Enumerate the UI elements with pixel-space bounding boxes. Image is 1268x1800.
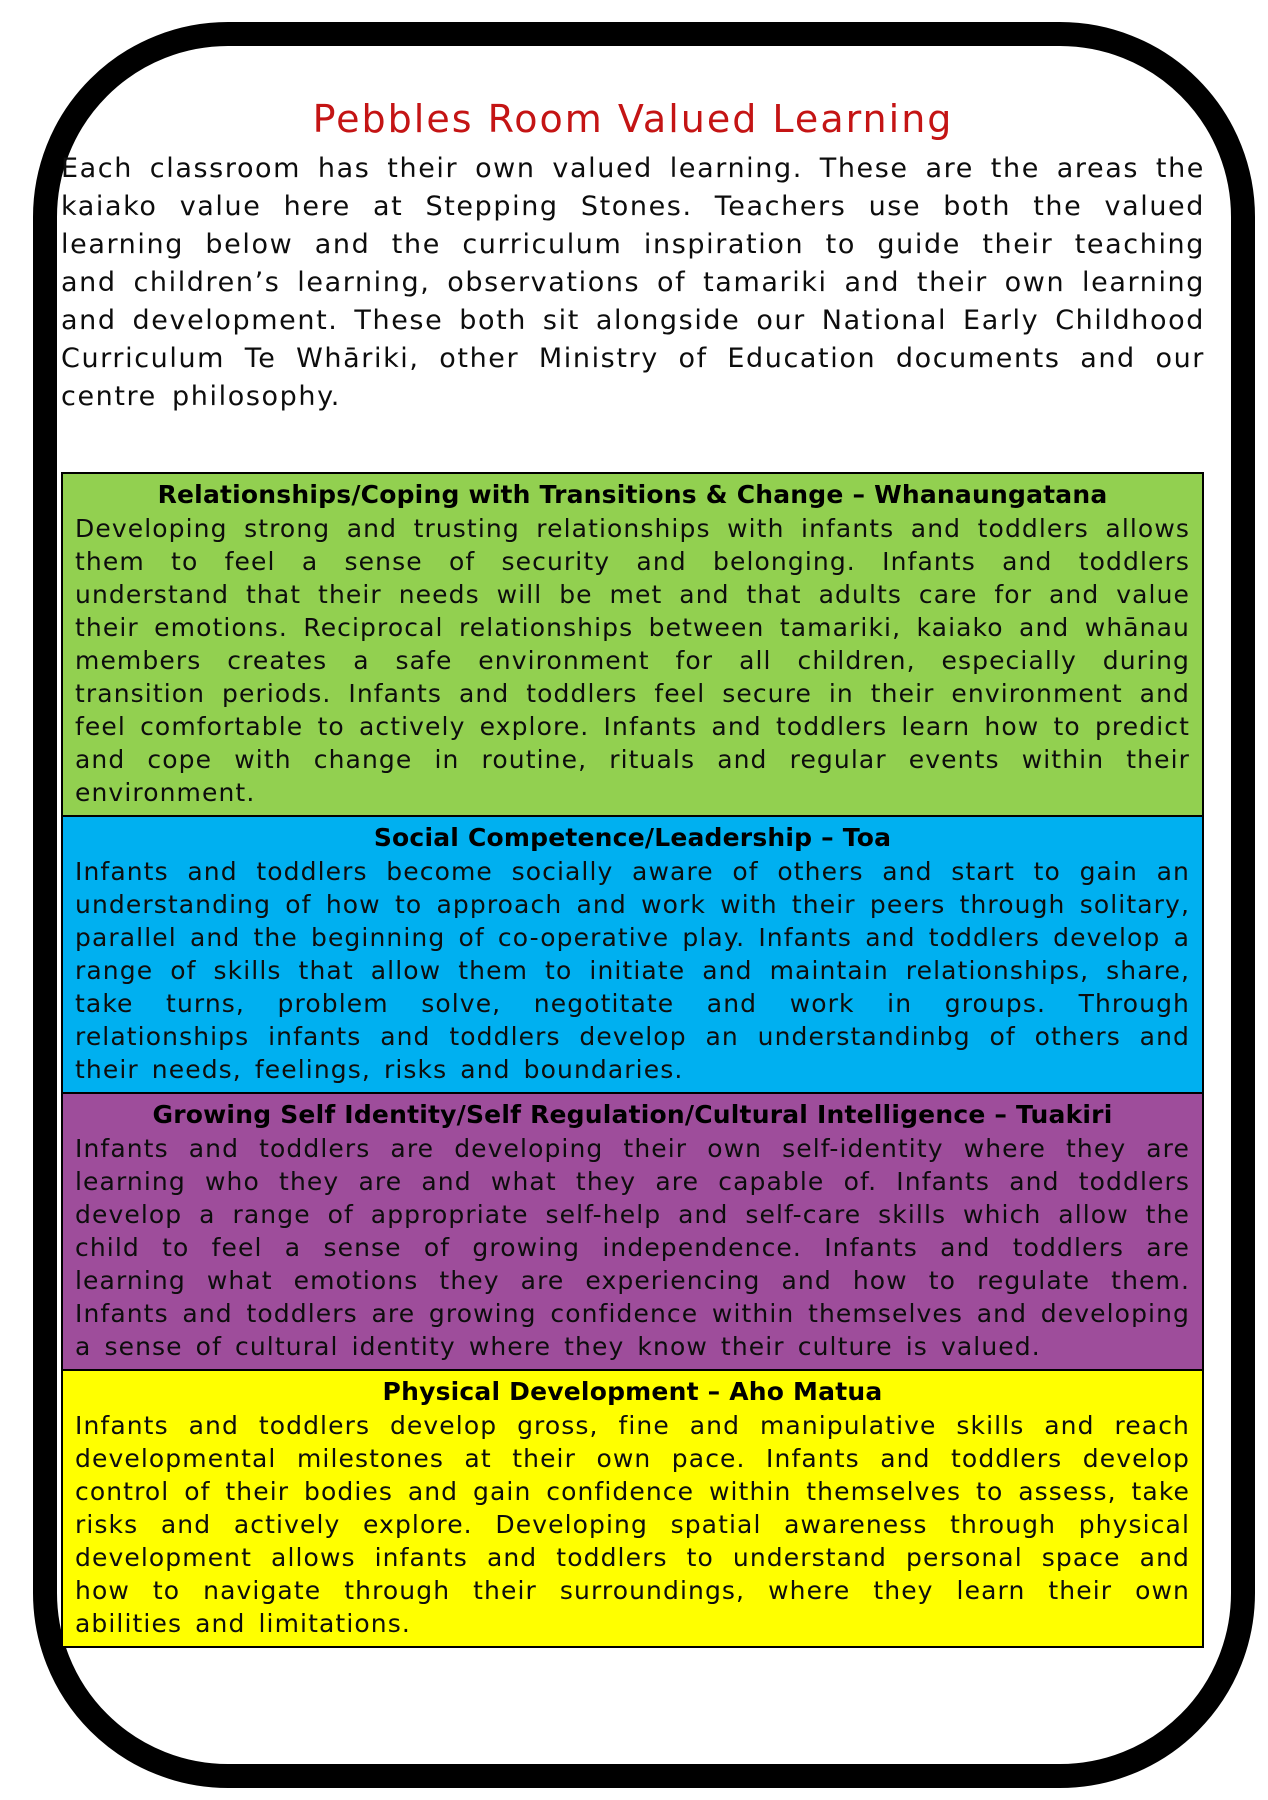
section-heading: Physical Development – Aho Matua (382, 1377, 883, 1406)
section-heading: Relationships/Coping with Transitions & Change – Whanaungatana (157, 480, 1108, 509)
section-self-identity-tuakiri (61, 1092, 1204, 1371)
section-social-competence-toa (61, 815, 1204, 1094)
section-heading: Growing Self Identity/Self Regulation/Cultural Intelligence – Tuakiri (152, 1100, 1113, 1129)
section-physical-development-aho-matua (61, 1369, 1204, 1648)
page-title: Pebbles Room Valued Learning (312, 97, 954, 141)
section-heading: Social Competence/Leadership – Toa (373, 823, 892, 852)
section-body: Infants and toddlers are developing their own self-identity where they are learning who they are and what they are capable of. Infants and toddlers develop a range of appropriate self-help and self-care skills which allow the child to feel a sense of growing independence. Infants and toddlers are learning what emotions they are experiencing and how to regulate them. Infants and toddlers are growing confidence within themselves and developing a sense of cultural identity where they know their culture is valued. (75, 1134, 1190, 1361)
section-body: Infants and toddlers develop gross, fine and manipulative skills and reach developmental milestones at their own pace. Infants and toddlers develop control of their bodies and gain confidence within themselves to assess, take risks and actively explore. Developing spatial awareness through physical development allows infants and toddlers to understand personal space and how to navigate through their surroundings, where they learn their own abilities and limitations. (75, 1411, 1190, 1638)
section-body: Developing strong and trusting relationships with infants and toddlers allows them to feel a sense of security and belonging. Infants and toddlers understand that their needs will be met and that adults care for and value their emotions. Reciprocal relationships between tamariki, kaiako and whānau members creates a safe environment for all children, especially during transition periods. Infants and toddlers feel secure in their environment and feel comfortable to actively explore. Infants and toddlers learn how to predict and cope with change in routine, rituals and regular events within their environment. (75, 514, 1190, 807)
page-header-block (61, 96, 1205, 416)
section-relationships-whanaungatana (61, 472, 1204, 817)
section-body: Infants and toddlers become socially aware of others and start to gain an understanding of how to approach and work with their peers through solitary, parallel and the beginning of co-operative play. Infants and toddlers develop a range of skills that allow them to initiate and maintain relationships, share, take turns, problem solve, negotitate and work in groups. Through relationships infants and toddlers develop an understandinbg of others and their needs, feelings, risks and boundaries. (75, 857, 1190, 1084)
valued-learning-sections (61, 472, 1204, 1648)
intro-paragraph: Each classroom has their own valued learning. These are the areas the kaiako value here at Stepping Stones. Teachers use both the valued learning below and the curriculum inspiration to guide their teaching and children’s learning, observations of tamariki and their own learning and development. These both sit alongside our National Early Childhood Curriculum Te Whāriki, other Ministry of Education documents and our centre philosophy. (61, 153, 1205, 412)
